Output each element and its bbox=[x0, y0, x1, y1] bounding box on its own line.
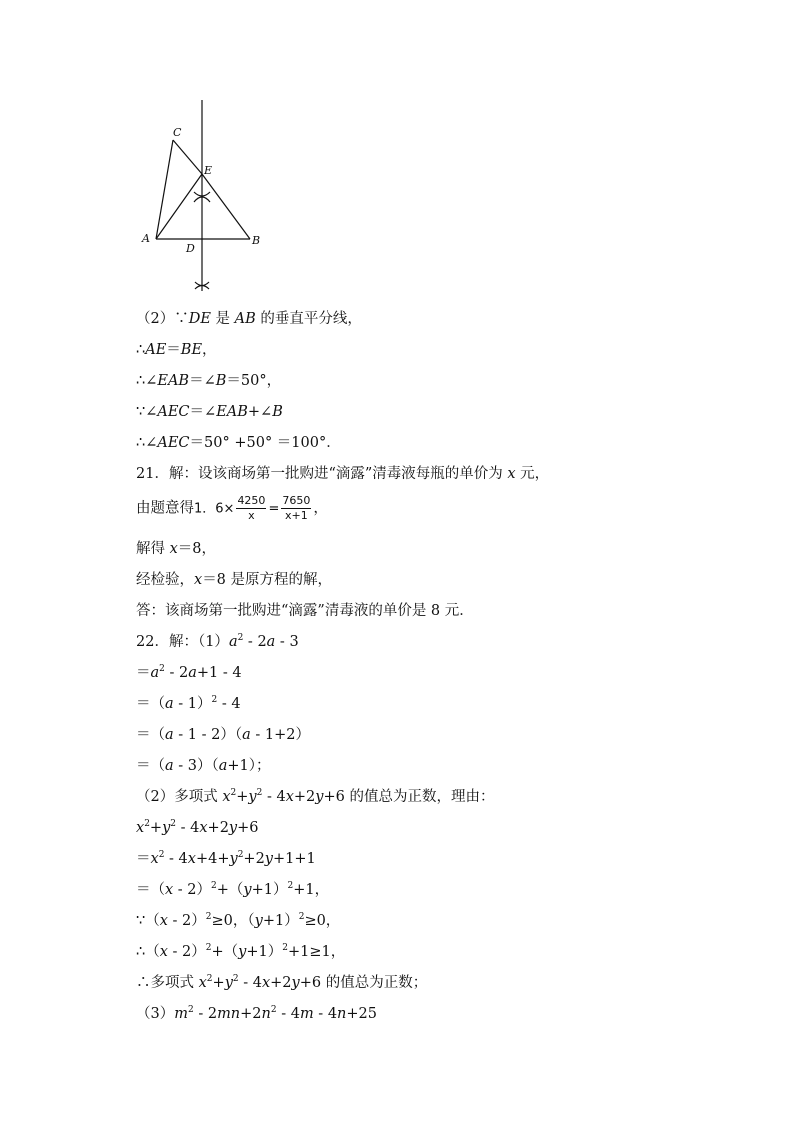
label-d: D bbox=[186, 242, 195, 255]
text-line-17: $x^2+y^2 - 4x+2y+6$ bbox=[136, 819, 259, 836]
text-line-15: ＝（a - 3）（a+1）； bbox=[136, 758, 271, 774]
fraction-2: $\frac{7650}{x+1}$ bbox=[282, 494, 311, 522]
label-c: C bbox=[173, 126, 182, 139]
segment-ce bbox=[173, 140, 202, 174]
triangle-figure bbox=[128, 96, 278, 301]
text-line-4: ∵∠AEC＝∠EAB+∠B bbox=[136, 404, 283, 420]
text-line-12: $=a^2 - 2a+1 - 4$ bbox=[136, 664, 242, 681]
segment-eb bbox=[202, 174, 250, 239]
text-line-21: ∴（x - $2)^2+(y+1)^2+1\ge 1$， bbox=[136, 943, 346, 960]
text-line-9: 经检验，x＝8 是原方程的解， bbox=[136, 572, 333, 588]
text-line-19: $=(x - 2)^2+(y+1)^2+1$， bbox=[136, 881, 330, 898]
text-line-1: （2）∵DE 是 AB 的垂直平分线， bbox=[136, 311, 362, 327]
text-line-2: ∴AE＝BE， bbox=[136, 342, 217, 358]
text-line-6: 21．解：设该商场第一批购进“滴露”清毒液每瓶的单价为 x 元， bbox=[136, 466, 550, 482]
text-line-7: 由题意得1．6× $\frac{4250}{x}$ = $\frac{7650}{x+1}$ ， bbox=[136, 494, 328, 522]
text-line-16: （2）多项式 $x^2+y^2 - 4x+2y+6$ 的值总为正数，理由： bbox=[136, 788, 495, 805]
fraction-1: $\frac{4250}{x}$ bbox=[237, 494, 266, 522]
label-a: A bbox=[142, 232, 150, 245]
segment-ae bbox=[156, 174, 202, 239]
text-line-8: 解得 x＝8， bbox=[136, 541, 217, 557]
text-line-13: ＝（a - 1）$^2$ - 4 bbox=[136, 695, 241, 712]
text-line-22: ∴多项式 $x^2+y^2 - 4x+2y+6$ 的值总为正数； bbox=[136, 974, 428, 991]
text-line-3: ∴∠EAB＝∠B＝50°， bbox=[136, 373, 282, 389]
segment-ca bbox=[156, 140, 173, 239]
text-line-5: ∴∠AEC＝50° +50° ＝100°． bbox=[136, 435, 341, 451]
label-b: B bbox=[252, 234, 261, 247]
text-line-20: ∵（x - 2）$^2$≥0，$(y+1)^2\ge 0$， bbox=[136, 912, 341, 929]
text-line-11: 22．解：$(1)a^2 - 2a - 3$ bbox=[136, 633, 299, 650]
text-line-14: ＝（a - 1 - 2）（a - 1+2） bbox=[136, 727, 310, 743]
text-line-23: $(3)m^2 - 2mn+2n^2 - 4m - 4n+25$ bbox=[136, 1005, 377, 1022]
text-line-10: 答：该商场第一批购进“滴露”清毒液的单价是 8 元． bbox=[136, 603, 474, 619]
text-line-18: $=x^2 - 4x+4+y^2+2y+1+1$ bbox=[136, 850, 316, 867]
label-e: E bbox=[204, 164, 213, 177]
